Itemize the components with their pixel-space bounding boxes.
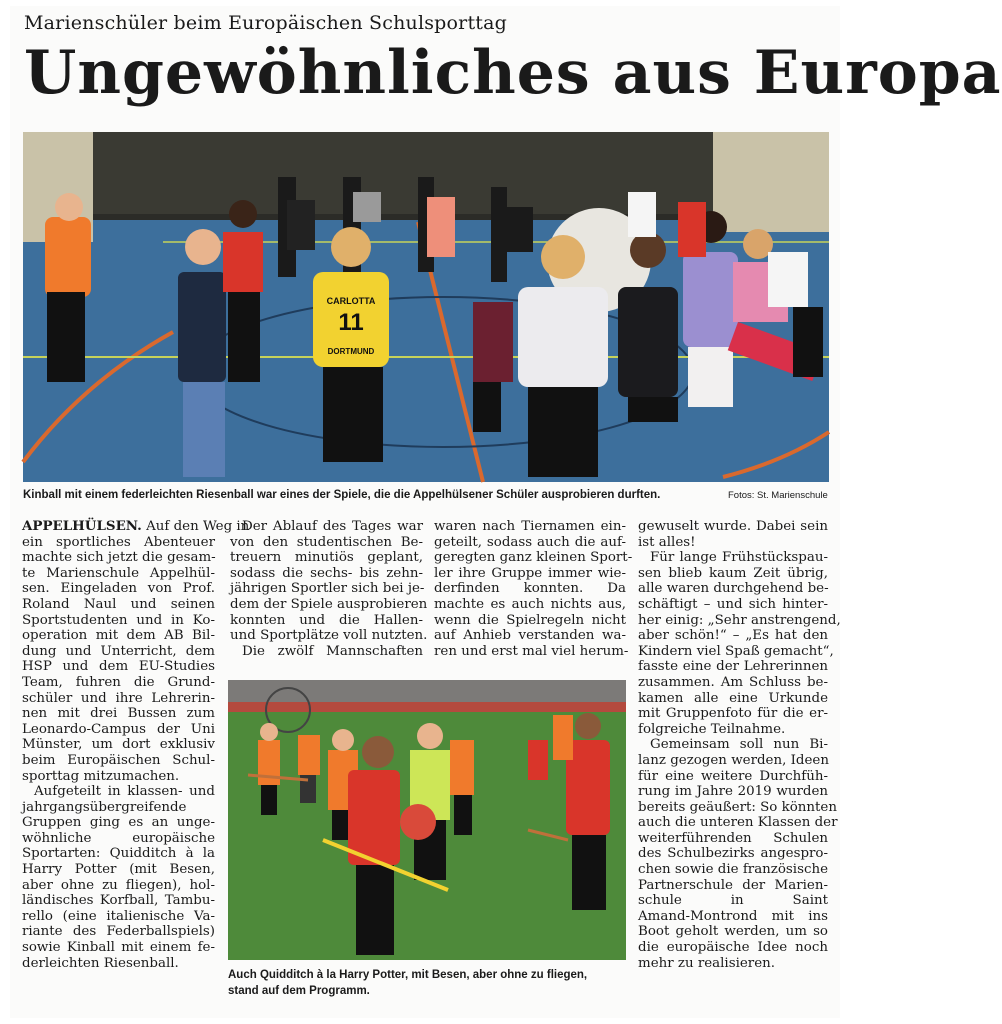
article-line: ist alles! <box>638 534 696 550</box>
article-line: jahrgangsübergreifende <box>22 799 187 815</box>
article-line: sowie Kinball mit einem fe- <box>22 940 215 956</box>
article-line: Boot geholt werden, um so <box>638 924 828 940</box>
article-line: nen mit drei Bussen zum <box>22 706 215 722</box>
newspaper-page <box>10 6 1002 1018</box>
article-line: gewuselt wurde. Dabei sein <box>638 519 828 534</box>
shirt-sponsor: DORTMUND <box>327 347 375 356</box>
article-line: aber ohne zu fliegen), hol- <box>22 877 215 893</box>
photo-credit: Fotos: St. Marienschule <box>728 490 828 501</box>
article-line: wöhnliche europäische <box>22 830 215 846</box>
article-column-1 <box>22 518 250 971</box>
article-line: Die zwölf Mannschaften <box>242 643 423 659</box>
article-line: machte es auch nichts aus, <box>434 596 626 612</box>
shirt-number: 11 <box>338 309 364 336</box>
kinball-photo <box>23 132 829 482</box>
article-line: Münster, um dort exklusiv <box>22 737 215 753</box>
article-line: schäftigt – und sich hinter- <box>638 596 828 612</box>
article-kicker: Marienschüler beim Europäischen Schulsporttag <box>24 12 508 34</box>
article-line: auch die unteren Klassen der <box>638 815 838 831</box>
article-line: lanz gezogen werden, Ideen <box>638 752 829 768</box>
article-line: HSP und dem EU-Studies <box>22 659 215 675</box>
article-line: auf Anhieb verstanden wa- <box>434 628 626 644</box>
article-line: wenn die Spielregeln nicht <box>434 612 626 628</box>
article-line: sen. Eingeladen von Prof. <box>22 581 215 597</box>
article-line: riante des Federballspiels) <box>22 924 215 940</box>
article-line: waren nach Tiernamen ein- <box>434 519 626 534</box>
article-line: alle waren durchgehend be- <box>638 581 829 597</box>
article-line: Roland Naul und seinen <box>22 596 215 612</box>
article-line: Sportstudenten und in Ko- <box>22 612 215 628</box>
article-line: ler ihre Gruppe immer wie- <box>434 565 626 581</box>
kinball-photo-caption: Kinball mit einem federleichten Riesenball war eines der Spiele, die die Appelhülsener Schüler ausprobieren durften. <box>23 489 661 501</box>
article-line: APPELHÜLSEN. Auf den Weg in <box>22 518 250 534</box>
article-line: ein sportliches Abenteuer <box>22 534 215 550</box>
article-line: schule in Saint <box>638 893 828 909</box>
article-column-3 <box>434 519 633 659</box>
article-line: Der Ablauf des Tages war <box>242 519 423 534</box>
article-line: Leonardo-Campus der Uni <box>22 721 215 737</box>
article-line: Partnerschule der Marien- <box>638 877 828 893</box>
article-line: derleichten Riesenball. <box>22 955 179 971</box>
article-line: machte sich jetzt die gesam- <box>22 550 216 566</box>
kinball-photo-image <box>23 132 829 482</box>
article-line: geteilt, sodass auch die auf- <box>434 534 626 550</box>
article-line: dung und Unterricht, dem <box>22 643 215 659</box>
article-line: her einig: „Sehr anstrengend, <box>638 612 841 628</box>
article-line: Harry Potter (mit Besen, <box>22 862 215 878</box>
article-line: sen blieb kaum Zeit übrig, <box>638 565 828 581</box>
article-line: mehr zu realisieren. <box>638 955 775 971</box>
article-line: sodass die sechs- bis zehn- <box>230 565 423 581</box>
article-line: Gemeinsam soll nun Bi- <box>650 737 828 753</box>
article-line: Gruppen ging es an unge- <box>22 815 215 831</box>
article-line: folgreiche Teilnahme. <box>638 721 786 737</box>
article-line: des Schulbezirks angespro- <box>638 846 828 862</box>
article-line: beim Europäischen Schul- <box>22 752 215 768</box>
article-line: rung im Jahre 2019 wurden <box>638 784 828 800</box>
article-line: treuern minutiös geplant, <box>230 550 423 566</box>
article-line: Amand-Montrond mit ins <box>638 908 828 924</box>
article-line: rello (eine italienische Va- <box>22 908 215 924</box>
article-line: bereits geäußert: So könnten <box>638 799 837 815</box>
article-line: aber schön!“ – „Es hat den <box>638 628 828 644</box>
article-line: ren und erst mal viel herum- <box>434 643 629 659</box>
article-line: Kindern viel Spaß gemacht“, <box>638 643 834 659</box>
article-line: sporttag mitzumachen. <box>22 768 180 784</box>
article-column-4 <box>638 519 841 971</box>
article-line: für eine weitere Durchfüh- <box>638 768 828 784</box>
quidditch-photo-caption: Auch Quidditch à la Harry Potter, mit Besen, aber ohne zu fliegen, stand auf dem Programm. <box>228 969 588 997</box>
dateline: APPELHÜLSEN. <box>22 518 142 534</box>
article-line: Sportarten: Quidditch à la <box>22 846 215 862</box>
article-line: te Marienschule Appelhül- <box>22 565 215 581</box>
shirt-name: CARLOTTA <box>326 296 376 306</box>
article-line: jährigen Sportler sich bei je- <box>230 581 425 597</box>
article-line: dem der Spiele ausprobieren <box>230 596 428 612</box>
article-line: fasste eine der Lehrerinnen <box>638 659 828 675</box>
quidditch-photo <box>228 680 626 960</box>
article-line: Aufgeteilt in klassen- und <box>34 784 215 800</box>
article-line: weiterführenden Schulen <box>638 830 828 846</box>
article-line: Für lange Frühstückspau- <box>650 550 828 566</box>
article-line: schüler und ihre Lehrerin- <box>22 690 215 706</box>
article-line: und Sportplätze voll nutzten. <box>230 628 428 644</box>
article-line: Team, fuhren die Grund- <box>22 674 215 690</box>
quidditch-photo-image <box>228 680 626 960</box>
article-line: chen sowie die französische <box>638 862 828 878</box>
article-line: die europäische Idee noch <box>638 940 828 956</box>
article-line: mit Gruppenfoto für die er- <box>638 706 828 722</box>
article-line: geregten ganz kleinen Sport- <box>434 550 633 566</box>
article-headline: Ungewöhnliches aus Europa <box>24 38 1002 108</box>
article-line: von den studentischen Be- <box>230 534 423 550</box>
article-column-2 <box>230 519 428 659</box>
article-line: konnten und die Hallen- <box>230 612 423 628</box>
article-line: kamen alle eine Urkunde <box>638 690 828 706</box>
article-line: operation mit dem AB Bil- <box>22 628 215 644</box>
article-line: derfinden konnten. Da <box>434 581 626 597</box>
article-line: ländisches Korfball, Tambu- <box>22 893 215 909</box>
article-line: zusammen. Am Schluss be- <box>638 674 828 690</box>
